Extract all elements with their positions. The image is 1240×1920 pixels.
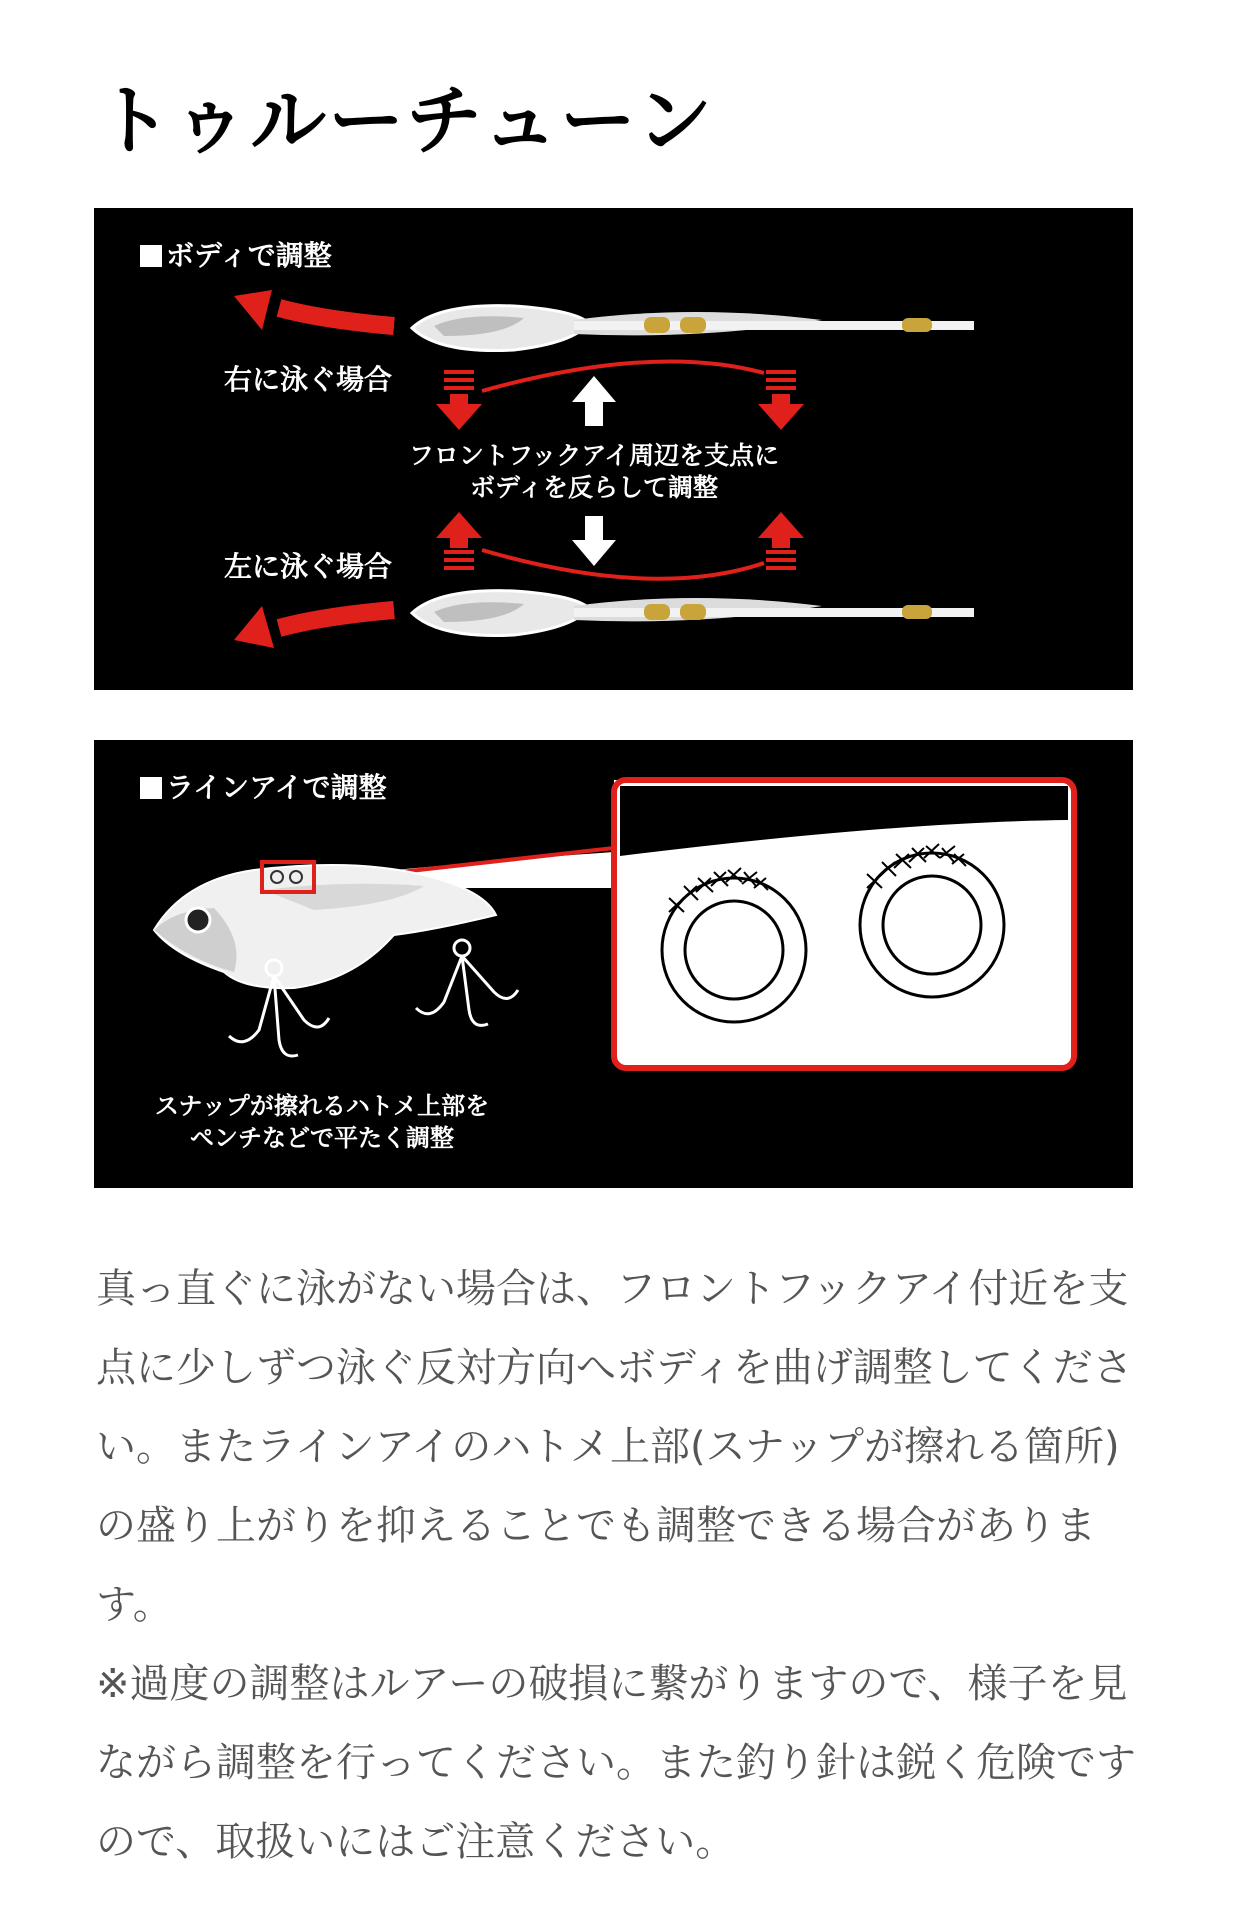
description-paragraph: 真っ直ぐに泳がない場合は、フロントフックアイ付近を支点に少しずつ泳ぐ反対方向へボディを曲げ調整してください。またラインアイのハトメ上部(スナップが擦れる箇所)の盛り上がりを抑えることでも調整できる場合があります。 [96, 1266, 1133, 1628]
body-adjustment-panel [94, 208, 1133, 690]
square-bullet-icon [140, 245, 162, 267]
rear-hook-icon [416, 940, 518, 1025]
caution-note: ※過度の調整はルアーの破損に繋がりますので、様子を見ながら調整を行ってください。また釣り針は鋭く危険ですので、取扱いにはご注意ください。 [96, 1661, 1136, 1865]
center-instruction-line1: フロントフックアイ周辺を支点に [408, 441, 780, 470]
vibration-lure [154, 862, 496, 988]
caption-line1: スナップが擦れるハトメ上部を [154, 1092, 490, 1120]
description [96, 1250, 1146, 1882]
center-instruction [394, 440, 794, 504]
red-down-arrow-left [436, 370, 482, 430]
square-bullet-icon [140, 777, 162, 799]
caption-line2: ペンチなどで平たく調整 [190, 1124, 454, 1152]
red-down-arrow-right [758, 370, 804, 430]
red-up-arrow-left [436, 512, 482, 570]
page-title: トゥルーチューン [96, 76, 715, 165]
lure-bottom [412, 591, 974, 636]
line-eye-adjustment-panel [94, 740, 1133, 1188]
line-eye-caption [122, 1090, 522, 1154]
right-swim-label: 右に泳ぐ場合 [224, 363, 393, 396]
red-up-arrow-right [758, 512, 804, 570]
white-down-arrow [572, 516, 616, 566]
lure-top [412, 306, 974, 351]
panel-heading: ボディで調整 [140, 234, 332, 274]
white-up-arrow [572, 376, 616, 426]
bend-curve-top [482, 361, 764, 391]
center-instruction-line2: ボディを反らして調整 [469, 473, 718, 502]
left-swim-label: 左に泳ぐ場合 [224, 550, 393, 583]
swim-direction-arrow-bottom [279, 610, 394, 628]
bend-curve-bottom [482, 550, 764, 579]
swim-direction-arrow-top [279, 308, 394, 326]
panel-heading: ラインアイで調整 [140, 766, 387, 806]
